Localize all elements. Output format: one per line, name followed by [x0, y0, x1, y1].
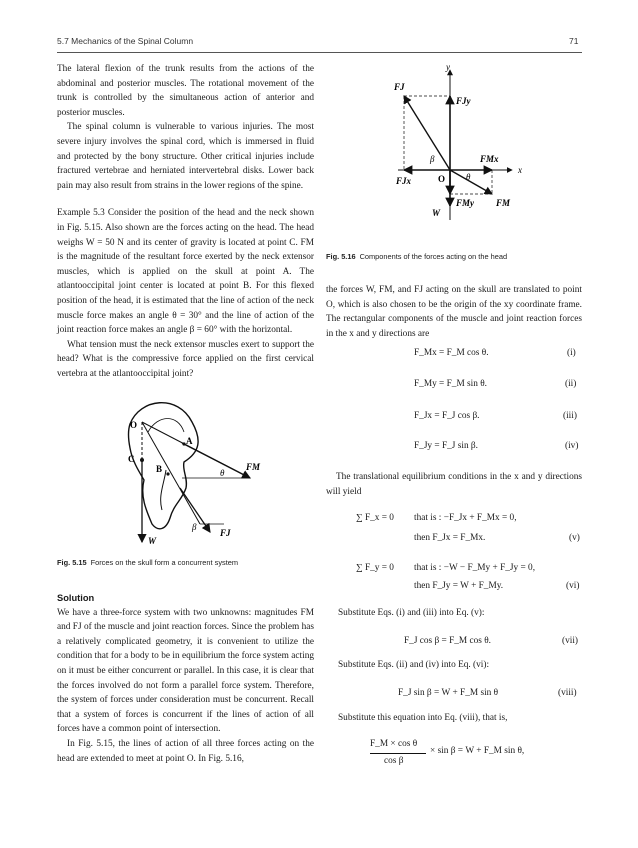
label-a: A — [186, 436, 193, 446]
figure-5-16-caption — [326, 252, 582, 262]
figure-5-15-caption — [57, 558, 314, 568]
solution-heading: Solution — [57, 593, 95, 603]
equation-ix-rest: × sin β = W + F_M sin θ, — [430, 746, 525, 756]
label-fm: FM — [496, 198, 511, 208]
label-fjy: FJy — [456, 96, 471, 106]
figure-5-16-caption-text: Components of the forces acting on the head — [359, 252, 508, 261]
substitute-step-1: Substitute Eqs. (i) and (iii) into Eq. (v): — [338, 608, 485, 618]
fraction-bar — [370, 753, 426, 754]
muscle-force-arrow — [182, 443, 250, 478]
label-beta: β — [192, 522, 197, 532]
running-header-section: 5.7 Mechanics of the Spinal Column — [57, 36, 194, 46]
sum-y-mid: that is : −W − F_My + F_Jy = 0, — [414, 563, 536, 573]
solution-paragraph-1: We have a three-force system with two unknowns: magnitudes FM and FJ of the muscle and joint reaction forces. Since the problem has a relatively complicated geometry, it is convenient to utilize the condition that for a body to be in equilibrium the force system acting on it must be either concurrent or parallel. In this case, it is clear that the forces involved do not form a parallel force system. Therefore, the system of forces under consideration must be concurrent. Recall that a system of forces is concurrent if the lines of action of all forces have a common point of intersection. — [57, 607, 314, 735]
equilibrium-intro: The translational equilibrium conditions in the x and y directions will yield — [326, 472, 582, 497]
equation-iii-tag: (iii) — [563, 411, 577, 421]
label-w: W — [148, 536, 157, 546]
point-b — [166, 472, 169, 475]
paragraph-lateral-flexion: The lateral flexion of the trunk results from the actions of the abdominal and posterior muscles. The rotational movement of the trunk is controlled by the simultaneous action of anterior and posterior muscles. — [57, 64, 314, 118]
label-x: x — [518, 165, 522, 175]
header-rule — [57, 52, 582, 53]
label-fmy: FMy — [456, 198, 474, 208]
equation-iv-tag: (iv) — [565, 441, 579, 451]
figure-5-15-skull-diagram — [100, 392, 280, 550]
label-b: B — [156, 464, 163, 474]
label-c: C — [128, 454, 135, 464]
sum-x-then: then F_Jx = F_Mx. — [414, 533, 486, 543]
sum-y-lhs: ∑ F_y = 0 — [356, 563, 394, 573]
sum-y-then: then F_Jy = W + F_My. — [414, 581, 504, 591]
label-fj: FJ — [220, 528, 231, 538]
paragraph-example: Example 5.3 Consider the position of the head and the neck shown in Fig. 5.15. Also shown are the forces acting on the head. The head weighs W = 50 N and its center of gravity is located at point C. FM is the magnitude of the resultant force exerted by the neck extensor muscles, which is applied on the skull at point A. The atlantooccipital joint center is located at point B. For this flexed position of the head, it is estimated that the line of action of the neck muscle force makes an angle θ = 30° and the line of action of the joint reaction force makes an angle β = 60° with the horizontal. — [57, 208, 314, 336]
fj-vector — [404, 96, 450, 170]
paragraph-question: What tension must the neck extensor muscles exert to support the head? What is the compressive force applied on the first cervical vertebra at the atlantooccipital joint? — [57, 339, 314, 379]
paragraph-injuries: The spinal column is vulnerable to various injuries. The most severe injury involves the spinal cord, which is immersed in fluid and protected by the bony structure. Other critical injuries include fractured vertebrae and herniated intervertebral disks. Lower back pain may also result from strains in the lower regions of the spine. — [57, 122, 314, 191]
equation-i: F_Mx = F_M cos θ. — [414, 348, 489, 358]
equation-ii: F_My = F_M sin θ. — [414, 379, 487, 389]
jaw-line — [161, 470, 166, 510]
label-fmx: FMx — [480, 154, 499, 164]
page-number: 71 — [569, 36, 579, 46]
equation-ii-tag: (ii) — [565, 379, 577, 389]
label-y: y — [446, 62, 450, 72]
figure-5-15-caption-label: Fig. 5.15 — [57, 558, 87, 567]
left-column-top — [57, 62, 314, 381]
equation-vii-tag: (vii) — [562, 636, 579, 646]
right-column-intro: the forces W, FM, and FJ acting on the skull are translated to point O, which is also chosen to be the origin of the xy coordinate frame. The rectangular components of the muscle and joint reaction forces in the x and y directions are — [326, 285, 582, 339]
equation-viii: F_J sin β = W + F_M sin θ — [398, 688, 499, 698]
label-fjx: FJx — [396, 176, 412, 186]
label-fm: FM — [246, 462, 261, 472]
equation-vii: F_J cos β = F_M cos θ. — [404, 636, 492, 646]
label-theta: θ — [220, 468, 225, 478]
solution-paragraph-2: In Fig. 5.15, the lines of action of all three forces acting on the head are extended to meet at point O. In Fig. 5.16, — [57, 738, 314, 764]
figure-5-16-caption-label: Fig. 5.16 — [326, 252, 356, 261]
equation-ix-denominator: cos β — [384, 756, 404, 766]
equation-viii-tag: (viii) — [558, 688, 577, 698]
substitute-step-2: Substitute Eqs. (ii) and (iv) into Eq. (vi): — [338, 660, 490, 670]
equation-i-tag: (i) — [567, 348, 576, 358]
sum-y-tag: (vi) — [566, 581, 580, 591]
skull-inner-line — [148, 419, 184, 433]
skull-outline — [129, 403, 199, 529]
label-w: W — [432, 208, 441, 218]
substitute-step-3: Substitute this equation into Eq. (viii), that is, — [338, 713, 508, 723]
label-o: O — [438, 174, 446, 184]
equation-iv: F_Jy = F_J sin β. — [414, 441, 478, 451]
equation-iii: F_Jx = F_J cos β. — [414, 411, 480, 421]
equation-ix-numerator: F_M × cos θ — [370, 739, 418, 749]
sum-x-tag: (v) — [569, 533, 580, 543]
figure-5-15-caption-text: Forces on the skull form a concurrent system — [90, 558, 239, 567]
fm-vector — [450, 170, 492, 194]
label-beta: β — [430, 154, 435, 164]
figure-5-16-components-diagram — [382, 60, 542, 220]
label-theta: θ — [466, 172, 471, 182]
sum-x-mid: that is : −F_Jx + F_Mx = 0, — [414, 513, 517, 523]
point-c — [140, 458, 144, 462]
label-fj: FJ — [394, 82, 405, 92]
sum-x-lhs: ∑ F_x = 0 — [356, 513, 394, 523]
label-o: O — [130, 420, 138, 430]
left-column-solution — [57, 591, 314, 766]
